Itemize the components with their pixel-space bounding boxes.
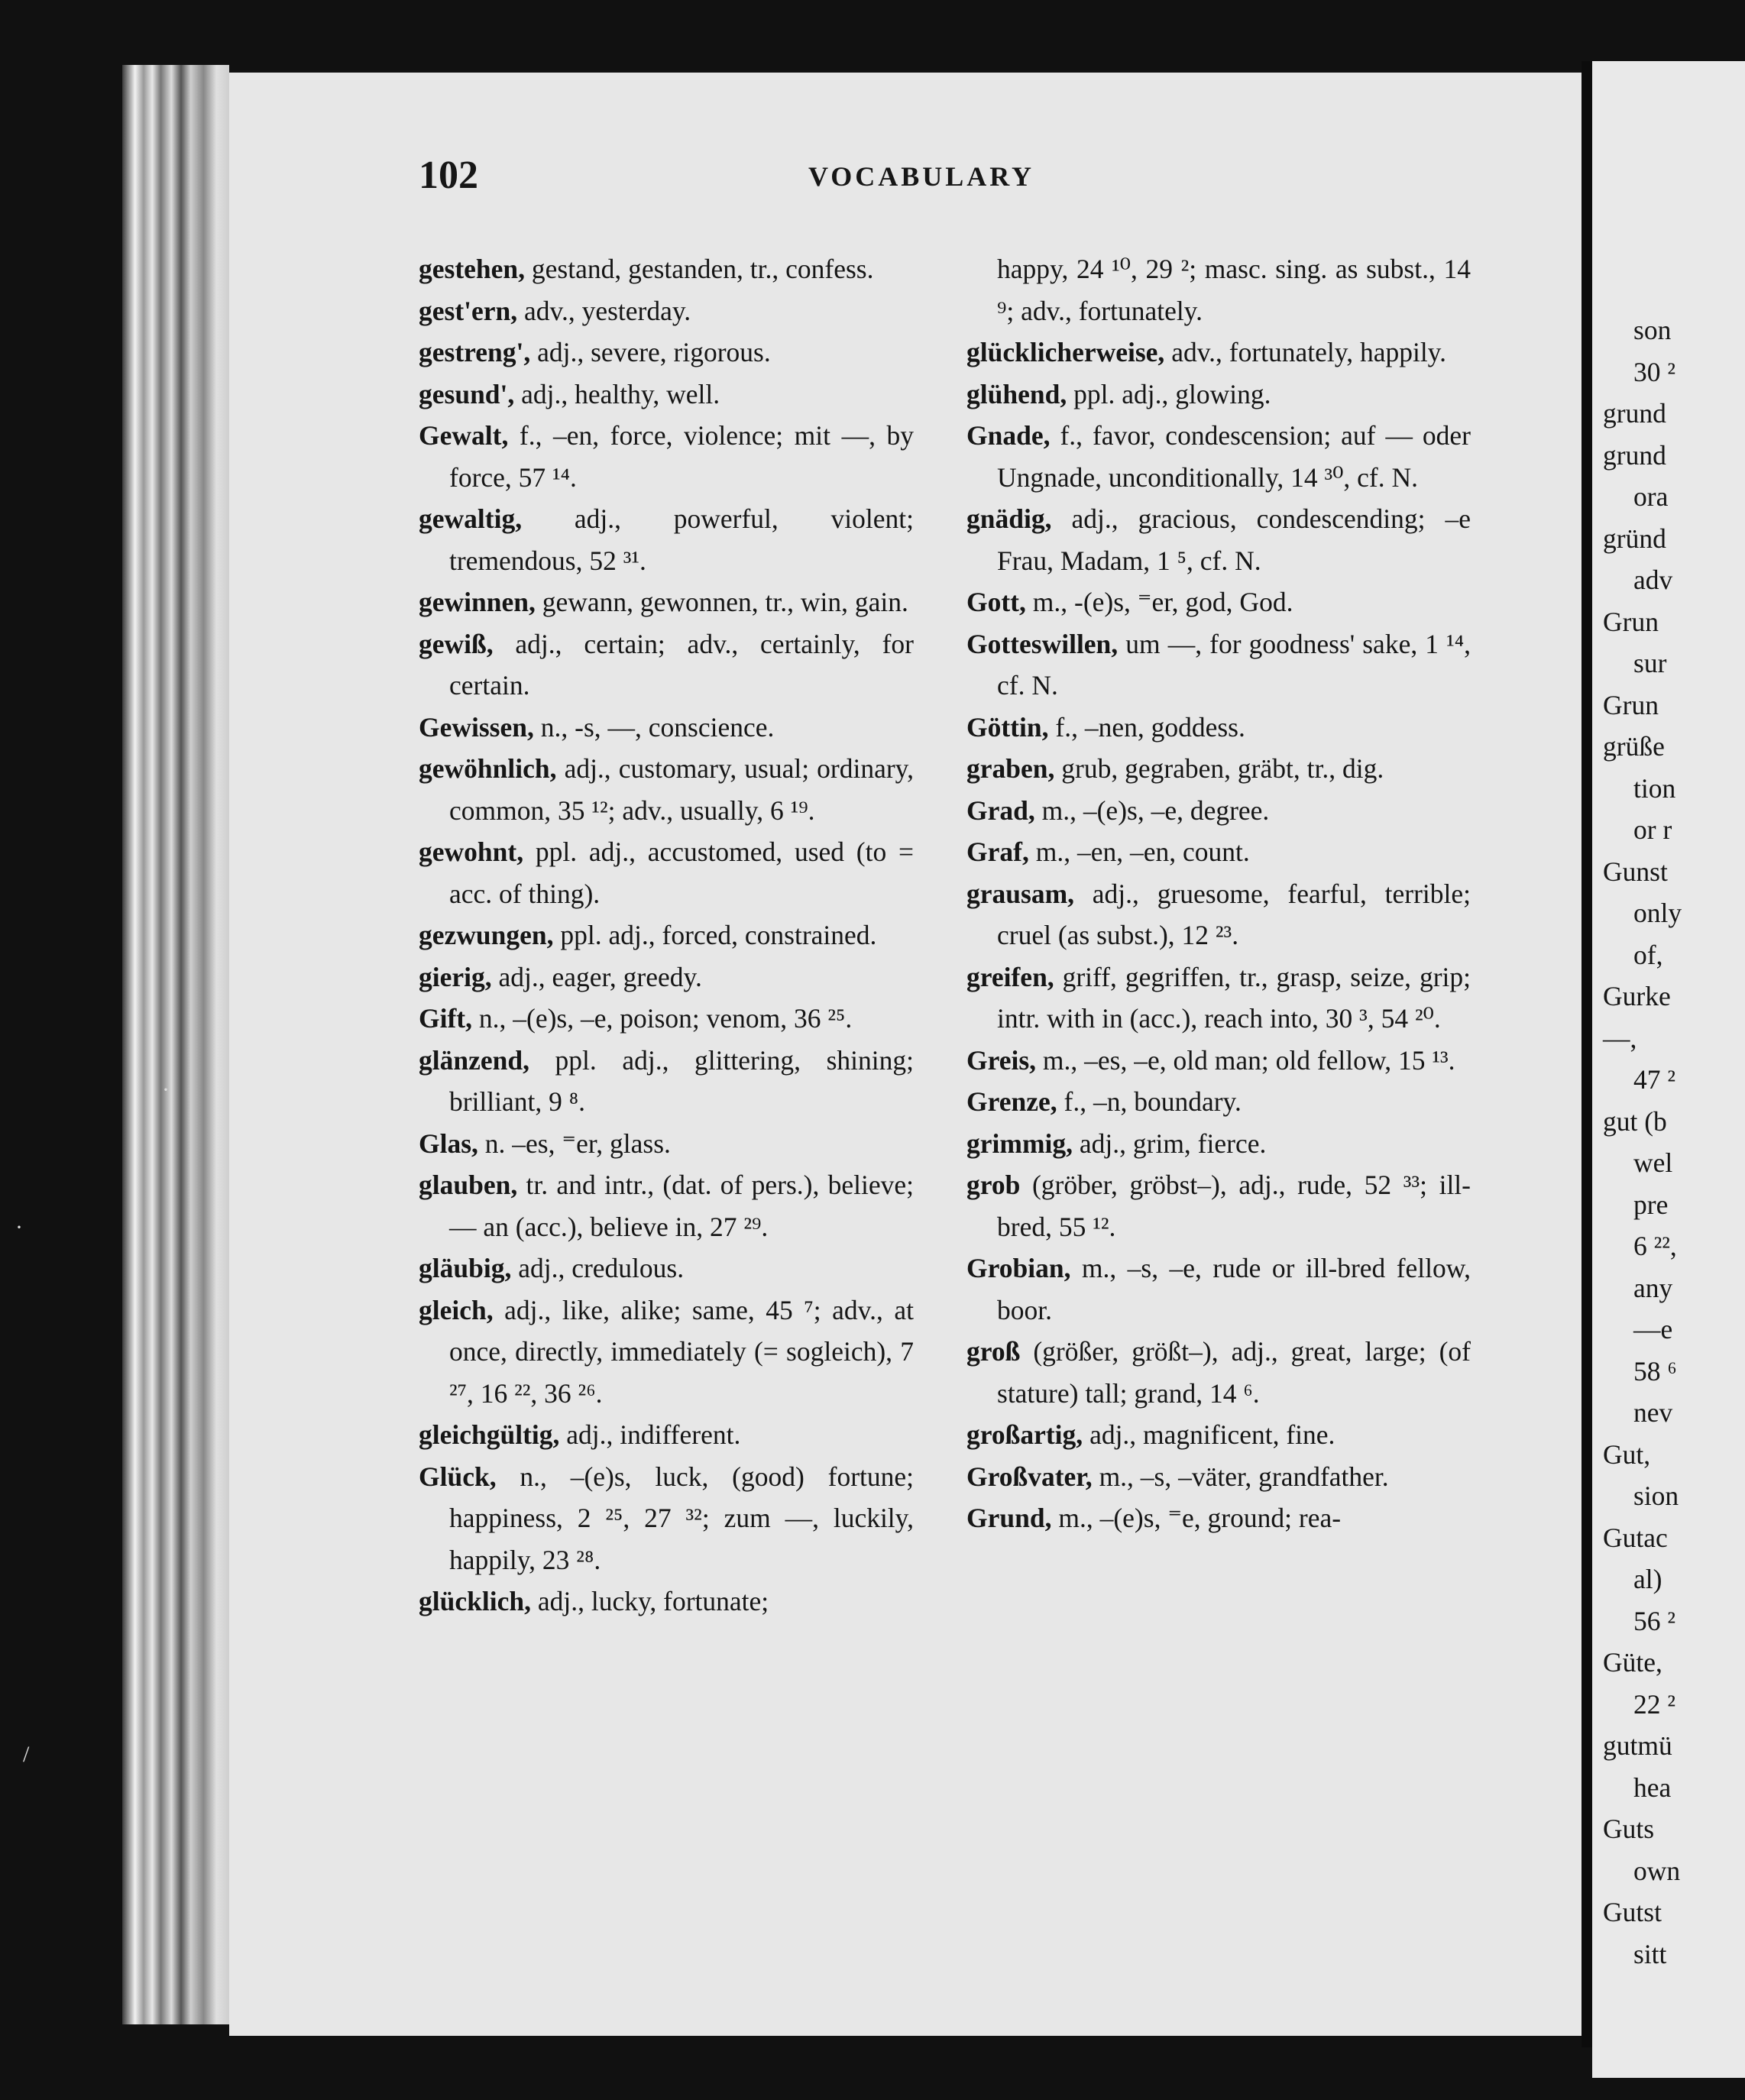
vocab-entry (419, 748, 914, 831)
fragment-line: Gunst (1603, 856, 1668, 887)
vocab-entry (419, 1456, 914, 1581)
definition: m., -(e)s, ⁼er, god, God. (1025, 587, 1293, 617)
headword: Gewalt, (419, 420, 509, 451)
definition: adj., like, alike; same, 45 ⁷; adv., at once, directly, immediately (= sogleich), 7 ²⁷, 16 ²², 36 ²⁶. (449, 1294, 914, 1409)
headword: gierig, (419, 961, 492, 992)
definition: m., –s, –väter, grandfather. (1092, 1461, 1389, 1492)
vocab-entry (966, 498, 1471, 581)
vocab-entry (966, 873, 1471, 956)
vocab-entry (966, 248, 1471, 332)
headword: Glück, (419, 1461, 497, 1492)
right-column-fragments (1603, 309, 1682, 1975)
headword: grob (966, 1170, 1021, 1200)
definition: adj., gracious, condescending; –e Frau, Madam, 1 ⁵, cf. N. (997, 503, 1471, 576)
headword: glücklich, (419, 1586, 531, 1616)
running-head (419, 153, 1427, 206)
definition: adj., severe, rigorous. (530, 337, 771, 367)
fragment-line: grüße (1603, 731, 1665, 762)
vocab-entry (966, 1164, 1471, 1247)
fragment-line: al) (1633, 1564, 1662, 1594)
fragment-line: pre (1633, 1189, 1669, 1220)
headword: grimmig, (966, 1128, 1073, 1159)
vocab-entry (966, 374, 1471, 416)
definition: griff, gegriffen, tr., grasp, seize, grip; intr. with in (acc.), reach into, 30 ³, 54 ²⁰. (997, 961, 1471, 1034)
fragment-line: Gutst (1603, 1897, 1662, 1927)
headword: großartig, (966, 1419, 1083, 1450)
headword: groß (966, 1336, 1021, 1367)
vocab-entry (966, 1040, 1471, 1082)
definition: adj., grim, fierce. (1073, 1128, 1267, 1159)
headword: glauben, (419, 1170, 518, 1200)
page-right-cut-off (1592, 61, 1745, 2078)
definition: ppl. adj., accustomed, used (to = acc. of thing). (449, 836, 914, 909)
fragment-line: 58 ⁶ (1633, 1355, 1677, 1387)
headword: Gott, (966, 587, 1026, 617)
definition: n., -s, —, conscience. (533, 711, 775, 743)
vocab-entry (419, 998, 914, 1040)
fragment-line: or r (1633, 814, 1672, 845)
headword: Greis, (966, 1044, 1037, 1076)
fragment-line: Gut, (1603, 1438, 1651, 1470)
headword: Gift, (419, 1003, 472, 1034)
definition: ppl. adj., glittering, shining; brilliant, 9 ⁸. (449, 1044, 914, 1117)
headword: gesund', (419, 378, 515, 409)
vocab-entry (419, 831, 914, 914)
vocab-entry (966, 1456, 1471, 1498)
vocab-entry (419, 707, 914, 749)
fragment-line: sitt (1633, 1938, 1667, 1969)
fragment-line: grund (1603, 398, 1666, 429)
fragment-line: gründ (1603, 523, 1666, 554)
headword: gestehen, (419, 254, 526, 284)
fragment-line: —e (1633, 1314, 1673, 1344)
headword: Göttin, (966, 711, 1049, 743)
fragment-line: hea (1633, 1772, 1672, 1803)
definition: gestand, gestanden, tr., confess. (525, 254, 874, 284)
fragment-line: Güte, (1603, 1647, 1662, 1678)
fragment-line: Gurke (1603, 981, 1671, 1011)
fragment-line: grund (1603, 439, 1666, 471)
definition: m., –s, –e, rude or ill-bred fellow, boor. (997, 1253, 1471, 1325)
fragment-line: son (1633, 315, 1672, 345)
vocab-entry (966, 1081, 1471, 1123)
headword: grausam, (966, 878, 1075, 909)
headword: Großvater, (966, 1461, 1093, 1492)
definition: happy, 24 ¹⁰, 29 ²; masc. sing. as subst., 14 ⁹; adv., fortunately. (997, 254, 1471, 326)
page-gutter (1582, 61, 1592, 2047)
vocab-entry (419, 1164, 914, 1247)
definition: m., –(e)s, –e, degree. (1034, 794, 1270, 826)
definition: adj., powerful, violent; tremendous, 52 ³¹. (449, 503, 914, 576)
vocab-entry (419, 332, 914, 374)
fragment-line: 30 ² (1633, 356, 1676, 387)
vocabulary-column-left (419, 248, 914, 1623)
headword: Gnade, (966, 420, 1051, 451)
headword: Glas, (419, 1128, 478, 1159)
scan-speck: · (15, 1215, 23, 1240)
fragment-line: any (1633, 1272, 1673, 1303)
definition: ppl. adj., forced, constrained. (553, 920, 877, 950)
headword: Grund, (966, 1503, 1052, 1533)
vocab-entry (966, 1497, 1471, 1539)
scan-speck: / (23, 1742, 30, 1767)
headword: gläubig, (419, 1253, 512, 1283)
fragment-line: —, (1603, 1022, 1637, 1053)
vocab-entry (966, 415, 1471, 498)
headword: gezwungen, (419, 920, 554, 950)
page-number: 102 (419, 154, 478, 197)
headword: Gewissen, (419, 711, 534, 743)
vocab-entry (966, 581, 1471, 623)
definition: f., –nen, goddess. (1048, 711, 1245, 743)
headword: graben, (966, 753, 1055, 784)
headword: gewaltig, (419, 503, 523, 534)
definition: tr. and intr., (dat. of pers.), believe; — an (acc.), believe in, 27 ²⁹. (449, 1170, 914, 1242)
headword: gleichgültig, (419, 1419, 560, 1450)
definition: um —, for goodness' sake, 1 ¹⁴, cf. N. (997, 628, 1471, 701)
headword: Graf, (966, 836, 1029, 867)
fragment-line: of, (1633, 939, 1663, 970)
headword: Grad, (966, 794, 1035, 826)
vocab-entry (419, 1247, 914, 1289)
definition: n., –(e)s, luck, (good) fortune; happiness, 2 ²⁵, 27 ³²; zum —, luckily, happily, 23 ²⁸. (449, 1461, 914, 1575)
vocab-entry (419, 623, 914, 707)
vocab-entry (966, 790, 1471, 832)
definition: adj., credulous. (511, 1253, 685, 1283)
definition: gewann, gewonnen, tr., win, gain. (535, 587, 908, 617)
definition: adj., magnificent, fine. (1083, 1419, 1335, 1450)
fragment-line: adv (1633, 565, 1673, 595)
fragment-line: wel (1633, 1147, 1673, 1178)
vocab-entry (966, 1331, 1471, 1414)
headword: glühend, (966, 378, 1067, 409)
vocab-entry (966, 332, 1471, 374)
headword: gest'ern, (419, 295, 518, 326)
vocab-entry (419, 498, 914, 581)
headword: gewohnt, (419, 836, 524, 867)
fragment-line: 56 ² (1633, 1605, 1676, 1636)
definition: adj., eager, greedy. (491, 961, 702, 992)
vocab-entry (966, 748, 1471, 790)
vocab-entry (419, 1289, 914, 1415)
fragment-line: Guts (1603, 1814, 1655, 1844)
headword: gnädig, (966, 503, 1052, 534)
vocab-entry (966, 831, 1471, 873)
headword: gleich, (419, 1294, 494, 1325)
scan-speck: · (162, 1077, 170, 1102)
headword: gewiß, (419, 628, 494, 659)
vocab-entry (419, 581, 914, 623)
definition: ppl. adj., glowing. (1067, 378, 1271, 409)
definition: m., –en, –en, count. (1028, 836, 1250, 867)
fragment-line: 6 ²², (1633, 1231, 1677, 1261)
fragment-line: gut (b (1603, 1105, 1667, 1137)
definition: grub, gegraben, gräbt, tr., dig. (1054, 753, 1384, 784)
vocab-entry (966, 623, 1471, 707)
fragment-line: sur (1633, 648, 1667, 678)
fragment-line: tion (1633, 772, 1676, 804)
headword: glänzend, (419, 1044, 529, 1076)
vocab-entry (419, 374, 914, 416)
vocab-entry (966, 956, 1471, 1040)
vocab-entry (419, 415, 914, 498)
definition: adv., fortunately, happily. (1164, 337, 1447, 367)
definition: m., –es, –e, old man; old fellow, 15 ¹³. (1036, 1044, 1455, 1076)
fragment-line: Grun (1603, 606, 1659, 637)
vocab-entry (419, 1581, 914, 1623)
headword: gewinnen, (419, 587, 536, 617)
headword: glücklicherweise, (966, 337, 1165, 367)
vocab-entry (966, 1414, 1471, 1456)
fragment-line: ora (1633, 481, 1669, 512)
headword: Grobian, (966, 1253, 1071, 1283)
definition: n. –es, ⁼er, glass. (478, 1128, 671, 1159)
vocab-entry (419, 956, 914, 998)
headword: Grenze, (966, 1086, 1057, 1117)
book-binding (122, 65, 229, 2024)
vocab-entry (419, 290, 914, 332)
vocab-entry (419, 1040, 914, 1123)
headword: Gotteswillen, (966, 628, 1119, 659)
vocab-entry (419, 248, 914, 290)
definition: adj., lucky, fortunate; (530, 1586, 769, 1616)
headword: gestreng', (419, 337, 531, 367)
definition: adj., healthy, well. (514, 378, 720, 409)
vocab-entry (419, 1414, 914, 1456)
definition: (gröber, gröbst–), adj., rude, 52 ³³; ill-bred, 55 ¹². (997, 1170, 1471, 1242)
headword: gewöhnlich, (419, 753, 557, 784)
fragment-line: sion (1633, 1480, 1679, 1511)
fragment-line: Gutac (1603, 1522, 1668, 1553)
definition: n., –(e)s, –e, poison; venom, 36 ²⁵. (472, 1003, 853, 1034)
page-title: VOCABULARY (808, 161, 1035, 192)
fragment-line: only (1633, 898, 1682, 928)
definition: adj., indifferent. (559, 1419, 741, 1450)
fragment-line: nev (1633, 1397, 1673, 1428)
fragment-line: 22 ² (1633, 1688, 1676, 1720)
definition: (größer, größt–), adj., great, large; (of stature) tall; grand, 14 ⁶. (997, 1336, 1471, 1409)
vocab-entry (419, 1123, 914, 1165)
vocab-entry (966, 1247, 1471, 1331)
definition: adv., yesterday. (517, 295, 691, 326)
fragment-line: gutmü (1603, 1730, 1672, 1761)
definition: f., favor, condescension; auf — oder Ungnade, unconditionally, 14 ³⁰, cf. N. (997, 420, 1471, 493)
definition: f., –en, force, violence; mit —, by force, 57 ¹⁴. (449, 420, 914, 493)
vocabulary-column-middle (966, 248, 1471, 1539)
vocab-entry (419, 914, 914, 956)
definition: m., –(e)s, ⁼e, ground; rea- (1051, 1503, 1342, 1533)
headword: greifen, (966, 961, 1054, 992)
definition: f., –n, boundary. (1057, 1086, 1242, 1117)
fragment-line: own (1633, 1855, 1681, 1886)
fragment-line: 47 ² (1633, 1064, 1676, 1095)
definition: adj., gruesome, fearful, terrible; cruel (as subst.), 12 ²³. (997, 878, 1471, 950)
vocab-entry (966, 707, 1471, 749)
vocab-entry (966, 1123, 1471, 1165)
definition: adj., customary, usual; ordinary, common, 35 ¹²; adv., usually, 6 ¹⁹. (449, 753, 914, 826)
definition: adj., certain; adv., certainly, for certain. (449, 628, 914, 701)
fragment-line: Grun (1603, 689, 1659, 720)
